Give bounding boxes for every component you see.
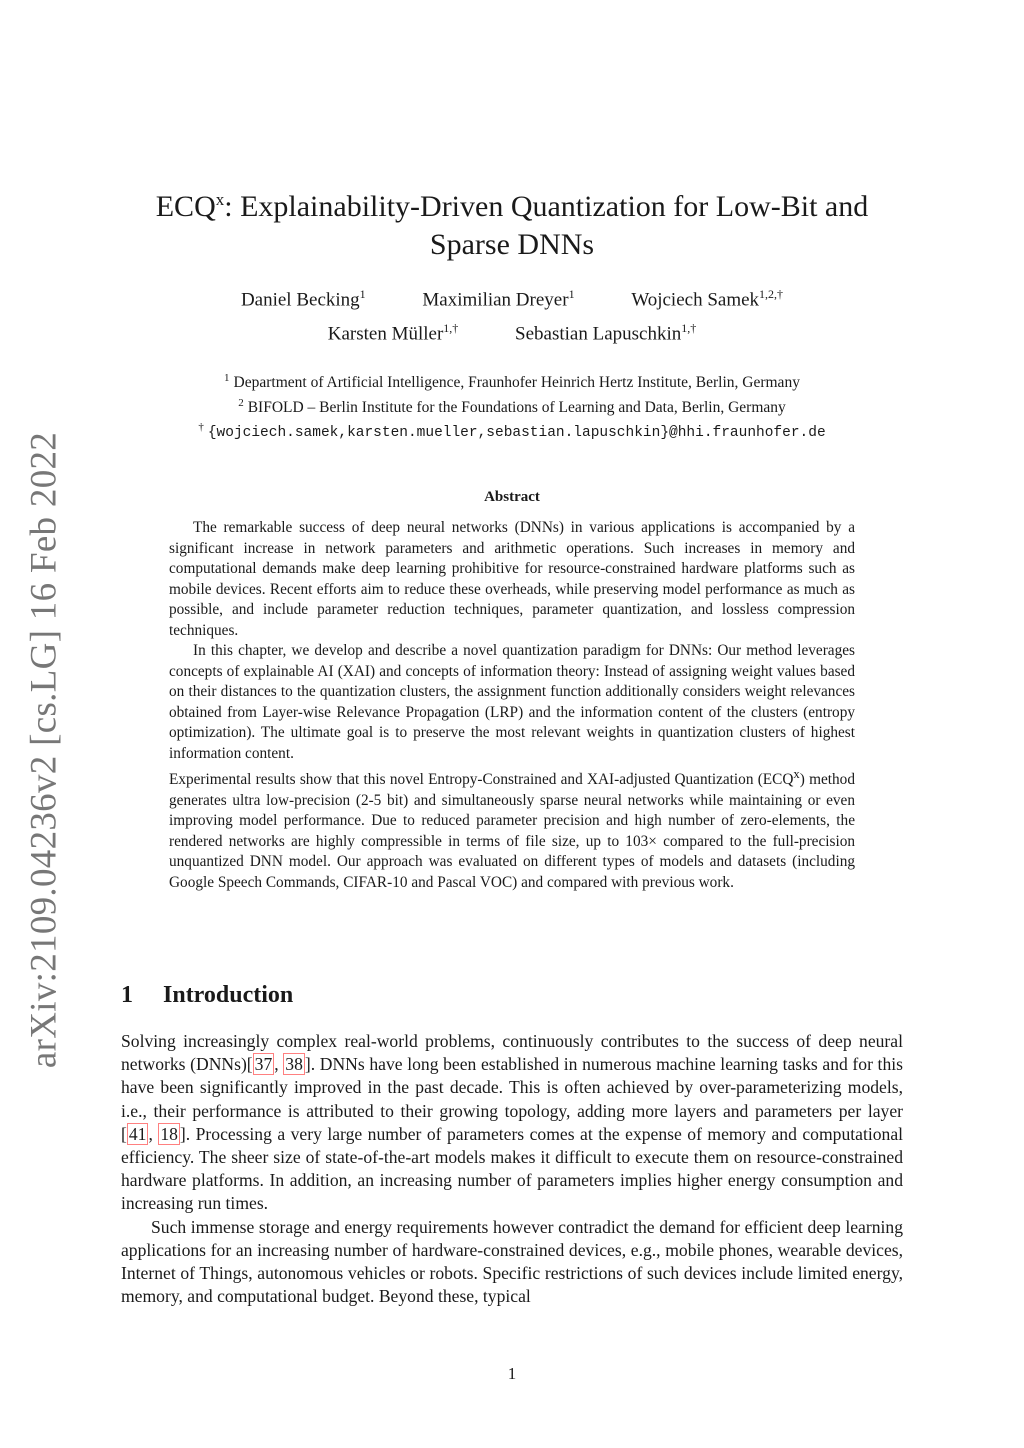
abstract-heading: Abstract	[484, 489, 540, 505]
abstract-paragraph-3: Experimental results show that this novel Entropy-Constrained and XAI-adjusted Quantization (ECQ$^x$) method generates ultra low-precision (2-5 bit) and simultaneously sparse neural networks while maintaining or even improving model performance. Due to reduced parameter precision and high number of zero-elements, the rendered networks are highly compressible in terms of file size, up to 103× compared to the full-precision unquantized DNN model. Our approach was evaluated on different types of models and datasets (including Google Speech Commands, CIFAR-10 and Pascal VOC) and compared with previous work.	[169, 767, 855, 891]
section-title: Introduction	[163, 982, 294, 1008]
author: Sebastian Lapuschkin$^{1,\dagger}$	[515, 321, 697, 345]
paper-title	[150, 188, 874, 264]
arxiv-identifier: arXiv:2109.04236v2 [cs.LG] 16 Feb 2022	[23, 431, 65, 1069]
abstract-body	[169, 518, 855, 893]
affiliation-1: $^1$ Department of Artificial Intelligence, Fraunhofer Heinrich Hertz Institute, Berlin, Germany	[224, 372, 800, 392]
contact-emails: † {wojciech.samek,karsten.mueller,sebastian.lapuschkin}@hhi.fraunhofer.de	[198, 421, 826, 442]
title-line1-rest: : Explainability-Driven Quantization for Low-Bit and	[224, 190, 869, 223]
author: Maximilian Dreyer$^1$	[422, 287, 575, 311]
title-line2: Sparse DNNs	[429, 228, 595, 261]
authors-row-2	[120, 321, 904, 345]
citation-link[interactable]: 37	[254, 1054, 273, 1075]
intro-paragraph-1: Solving increasingly complex real-world problems, continuously contributes to the success of deep neural networks (DNNs)[ 37 , 38 ]. DNNs have long been established in numerous machine learning tasks and for this have been significantly improved in the past decade. This is often achieved by over-parameterizing models, i.e., their performance is attributed to their growing topology, adding more layers and parameters per layer [ 41 , 18 ]. Processing a very large number of parameters comes at the expense of memory and computational efficiency. The sheer size of state-of-the-art models makes it difficult to execute them on resource-constrained hardware platforms. In addition, an increasing number of parameters implies higher energy consumption and increasing run times.	[121, 1031, 904, 1214]
citation-link[interactable]: 38	[285, 1054, 303, 1075]
page-number: 1	[507, 1364, 517, 1383]
author: Wojciech Samek$^{1,2,\dagger}$	[631, 287, 784, 311]
authors-row-1	[120, 287, 904, 311]
title-superscript: x	[215, 190, 225, 209]
affiliation-2: $^2$ BIFOLD – Berlin Institute for the Foundations of Learning and Data, Berlin, Germany	[238, 397, 786, 417]
citation-link[interactable]: 41	[128, 1123, 147, 1144]
title-prefix: ECQ	[155, 190, 216, 223]
abstract-paragraph-2: In this chapter, we develop and describe a novel quantization paradigm for DNNs: Our method leverages concepts of explainable AI (XAI) and concepts of information theory: Instead of assigning weight values based on their distances to the quantization clusters, the assignment function additionally considers weight relevances obtained from Layer-wise Relevance Propagation (LRP) and the information content of the clusters (entropy optimization). The ultimate goal is to preserve the most relevant weights in quantization clusters of highest information content.	[169, 642, 855, 762]
section-number: 1	[121, 982, 133, 1008]
author: Karsten Müller$^{1,\dagger}$	[327, 321, 459, 345]
citation-link[interactable]: 18	[160, 1123, 178, 1144]
arxiv-side-stamp	[14, 431, 74, 1069]
abstract-paragraph-1: The remarkable success of deep neural networks (DNNs) in various applications is accompanied by a significant increase in network parameters and arithmetic operations. Such increases in memory and computational demands make deep learning prohibitive for resource-constrained hardware platforms such as mobile devices. Recent efforts aim to reduce these overheads, while preserving model performance as much as possible, and include parameter reduction techniques, parameter quantization, and lossless compression techniques.	[169, 519, 855, 639]
introduction-body	[121, 1030, 903, 1308]
section-heading	[121, 982, 293, 1009]
author: Daniel Becking$^1$	[240, 287, 366, 311]
intro-paragraph-2: Such immense storage and energy requirements however contradict the demand for efficient deep learning applications for an increasing number of hardware-constrained devices, e.g., mobile phones, wearable devices, Internet of Things, autonomous vehicles or robots. Specific restrictions of such devices include limited energy, memory, and computational budget. Beyond these, typical	[121, 1216, 903, 1307]
